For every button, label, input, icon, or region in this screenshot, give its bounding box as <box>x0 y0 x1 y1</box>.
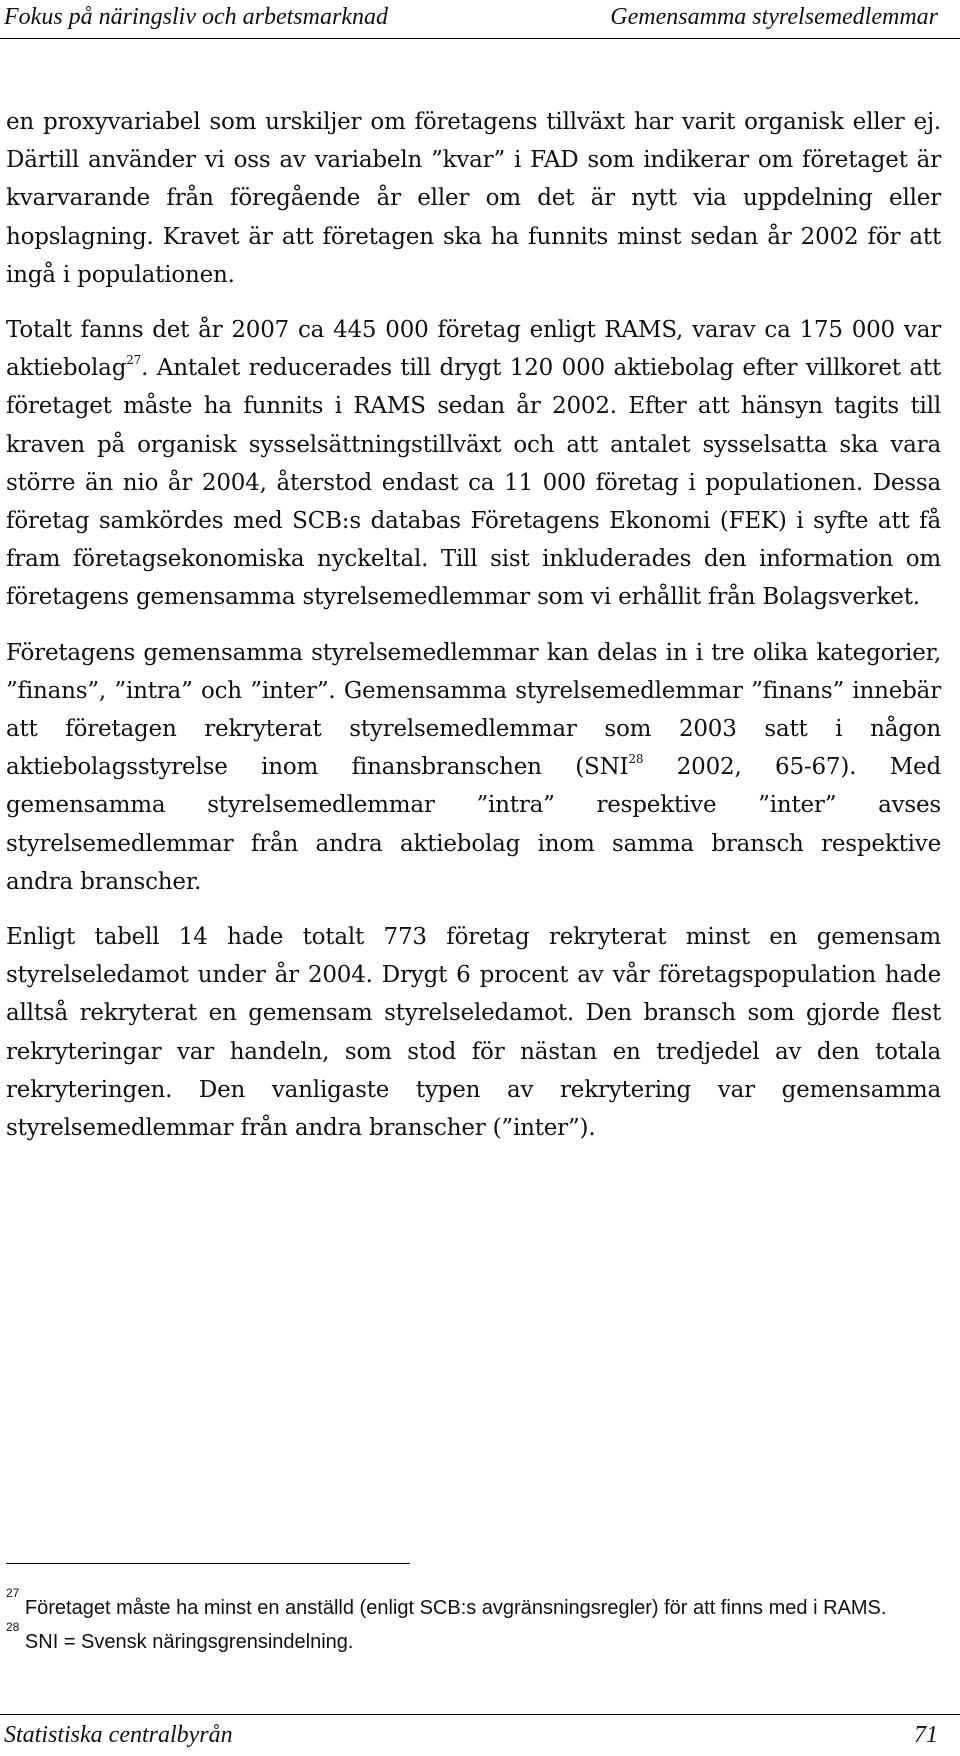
page-number: 71 <box>914 1722 938 1748</box>
footnote-ref-28: 28 <box>628 751 644 766</box>
footnote-number: 27 <box>6 1586 20 1601</box>
paragraph-2 <box>6 311 941 617</box>
paragraph-3-text-a: Företagens gemensamma styrelsemedlemmar kan delas in i tre olika kategorier, ”finans”, ”intra” och ”inter”. Gemensamma styrelsemedlemmar ”finans” innebär att företagen rekryterat styrelsemedlemmar som 2003 satt i någon aktiebolagsstyrelse inom finansbranschen (SNI <box>6 639 941 781</box>
paragraph-1-text-a: en proxyvariabel som urskiljer om företagens tillväxt har varit organisk eller ej. Därtill använder vi oss av variabeln <box>6 109 941 174</box>
footnote-separator <box>6 1563 410 1564</box>
header-left-title: Fokus på näringsliv och arbetsmarknad <box>4 4 388 30</box>
body-text <box>6 103 941 1164</box>
paragraph-1 <box>6 103 941 294</box>
paragraph-4 <box>6 918 941 1147</box>
footnote-ref-27: 27 <box>126 352 142 367</box>
footnote-number: 28 <box>6 1620 20 1635</box>
footnotes <box>6 1586 941 1661</box>
running-header <box>0 0 960 39</box>
paragraph-3 <box>6 634 941 901</box>
footnote-text: Företaget måste ha minst en anställd (enligt SCB:s avgränsningsregler) för att finns med i RAMS. <box>19 1597 887 1619</box>
paragraph-4-text-a: Enligt tabell 14 hade totalt 773 företag rekryterat minst en gemensam styrelseledamot under år 2004. Drygt 6 procent av vår företagspopulation hade alltså rekryterat en gemensam styrelseledamot. Den bransch som gjorde flest rekryteringar var handeln, som stod för nästan en tredjedel av den totala rekryteringen. Den vanligaste typen av rekrytering var gemensamma styrelsemedlemmar från andra branscher (”inter”). <box>6 924 941 1142</box>
header-right-title: Gemensamma styrelsemedlemmar <box>610 4 938 30</box>
footnote-text: SNI = Svensk näringsgrensindelning. <box>19 1631 354 1653</box>
running-footer <box>0 1714 960 1753</box>
footnote-28 <box>6 1620 941 1658</box>
footer-publisher: Statistiska centralbyrån <box>4 1722 233 1748</box>
paragraph-2-text-b: . Antalet reducerades till drygt 120 000 aktiebolag efter villkoret att företaget måste ha funnits i RAMS sedan år 2002. Efter att hänsyn tagits till kraven på organisk sysselsättningstillväxt och att antalet sysselsatta ska vara större än nio år 2004, återstod endast ca 11 000 företag i populationen. Dessa företag samkördes med SCB:s databas Företagens Ekonomi (FEK) i syfte att få fram företagsekonomiska nyckeltal. Till sist inkluderades den information om företagens gemensamma styrelsemedlemmar som vi erhållit från Bolagsverket. <box>6 355 941 611</box>
paragraph-3-text-b: 2002, 65-67). Med gemensamma styrelsemedlemmar ”intra” respektive ”inter” avses styrelsemedlemmar från andra aktiebolag inom samma bransch respektive andra branscher. <box>6 754 941 895</box>
variable-name-kvar: ”kvar” <box>431 147 506 174</box>
paragraph-1-text-c: i FAD som indikerar om företaget är kvarvarande från föregående år eller om det är nytt via uppdelning eller hopslagning. Kravet är att företagen ska ha funnits minst sedan år 2002 för att ingå i populationen. <box>6 147 941 288</box>
paragraph-2-text-a: Totalt fanns det år 2007 ca 445 000 företag enligt RAMS, varav ca 175 000 var aktiebolag <box>6 317 941 382</box>
footnote-27 <box>6 1586 941 1624</box>
